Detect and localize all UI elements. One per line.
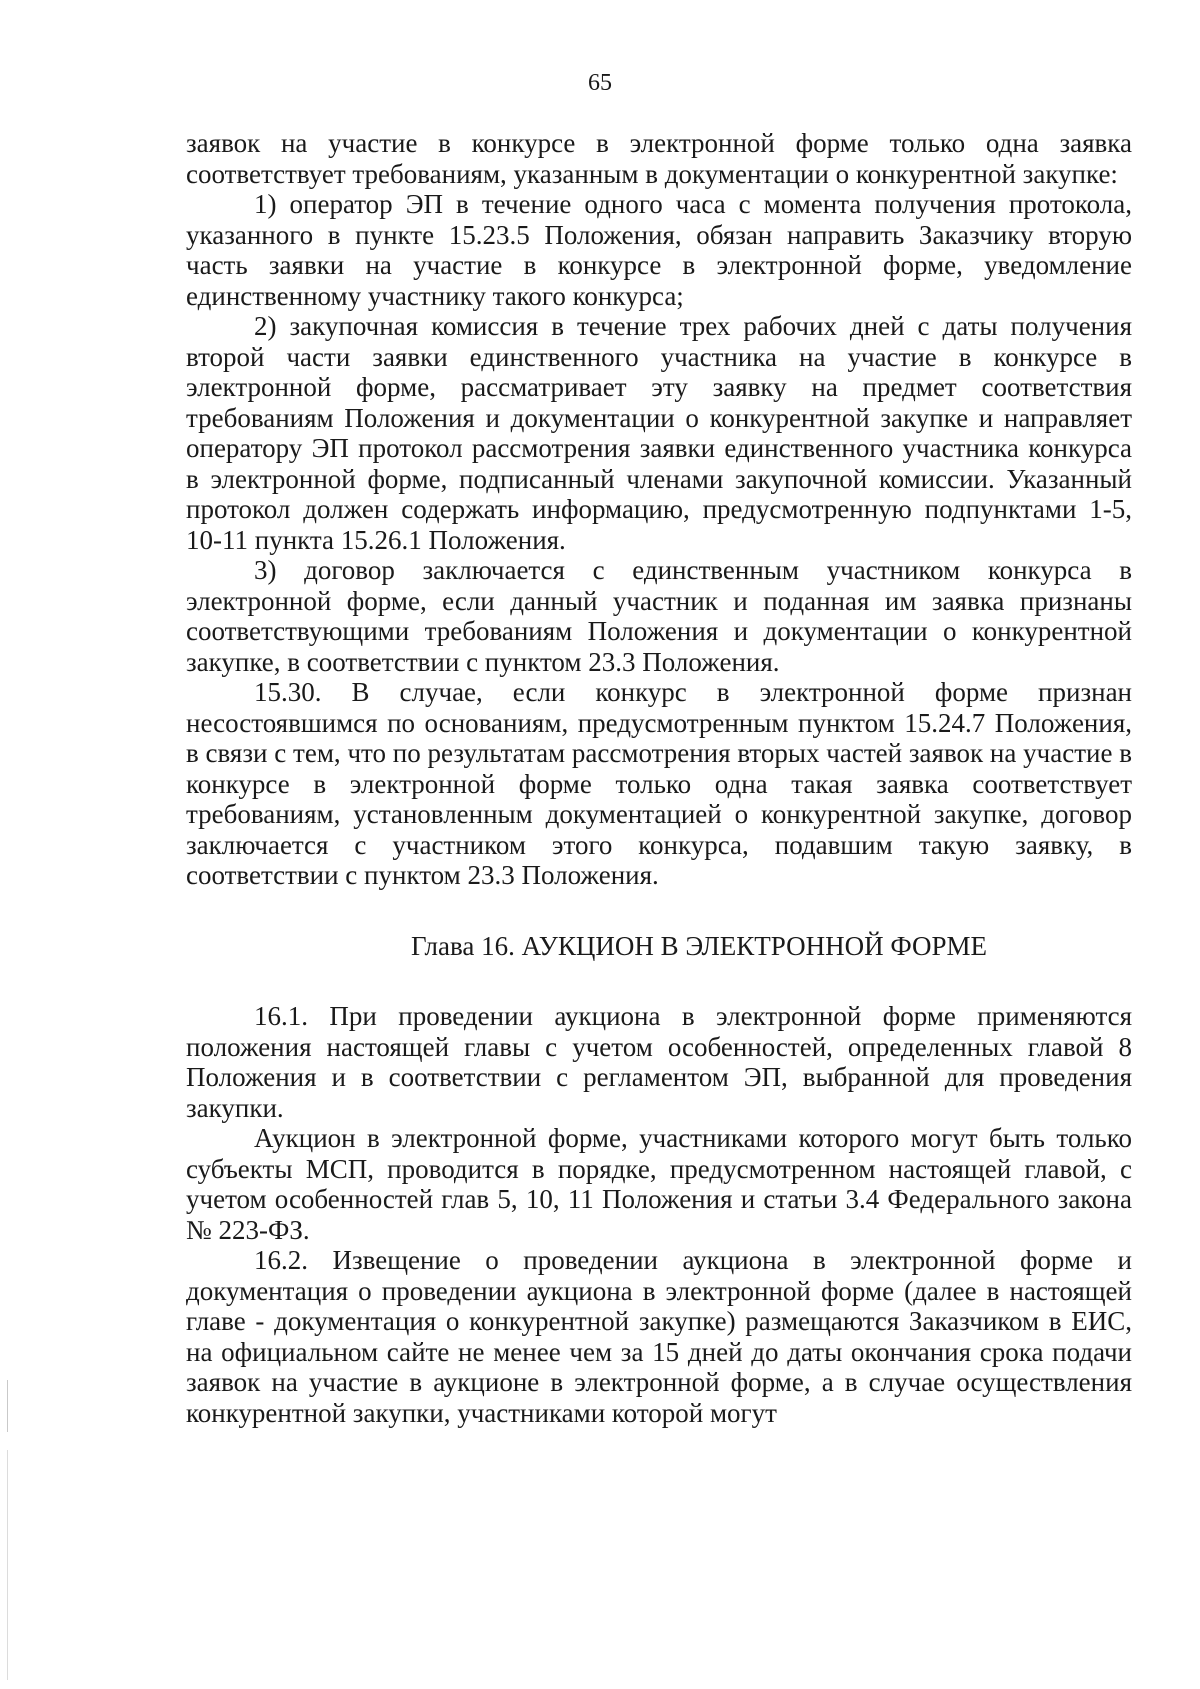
paragraph-msp-auction: Аукцион в электронной форме, участниками которого могут быть только субъекты МСП, проводится в порядке, предусмотренном настоящей главой, с учетом особенностей глав 5, 10, 11 Положения и статьи 3.4 Федерального закона № 223-ФЗ. (186, 1123, 1132, 1245)
list-item-1: 1) оператор ЭП в течение одного часа с момента получения протокола, указанного в пункте 15.23.5 Положения, обязан направить Заказчику вторую часть заявки на участие в конкурсе в электронной форме, уведомление единственному участнику такого конкурса; (186, 189, 1132, 311)
chapter-heading: Глава 16. АУКЦИОН В ЭЛЕКТРОННОЙ ФОРМЕ (410, 930, 988, 961)
paragraph-16-1: 16.1. При проведении аукциона в электронной форме применяются положения настоящей главы с учетом особенностей, определенных главой 8 Положения и в соответствии с регламентом ЭП, выбранной для проведения закупки. (186, 1001, 1132, 1123)
paragraph-15-30: 15.30. В случае, если конкурс в электронной форме признан несостоявшимся по основаниям, предусмотренным пунктом 15.24.7 Положения, в связи с тем, что по результатам рассмотрения вторых частей заявок на участие в конкурсе в электронной форме только одна такая заявка соответствует требованиям, установленным документацией о конкурентной закупке, договор заключается с участником этого конкурса, подавшим такую заявку, в соответствии с пунктом 23.3 Положения. (186, 677, 1132, 890)
paragraph-16-2: 16.2. Извещение о проведении аукциона в электронной форме и документация о проведении аукциона в электронной форме (далее в настоящей главе - документация о конкурентной закупке) размещаются Заказчиком в ЕИС, на официальном сайте не менее чем за 15 дней до даты окончания срока подачи заявок на участие в аукционе в электронной форме, а в случае осуществления конкурентной закупки, участниками которой могут (186, 1245, 1132, 1428)
scan-edge-mark (7, 1380, 8, 1432)
list-item-3: 3) договор заключается с единственным участником конкурса в электронной форме, если данный участник и поданная им заявка признаны соответствующими требованиям Положения и документации о конкурентной закупке, в соответствии с пунктом 23.3 Положения. (186, 555, 1132, 677)
document-body (186, 128, 1132, 1428)
scan-edge-mark (7, 1450, 8, 1680)
list-item-2: 2) закупочная комиссия в течение трех рабочих дней с даты получения второй части заявки единственного участника на участие в конкурсе в электронной форме, рассматривает эту заявку на предмет соответствия требованиям Положения и документации о конкурентной закупке и направляет оператору ЭП протокол рассмотрения заявки единственного участника конкурса в электронной форме, подписанный членами закупочной комиссии. Указанный протокол должен содержать информацию, предусмотренную подпунктами 1-5, 10-11 пункта 15.26.1 Положения. (186, 311, 1132, 555)
page-number: 65 (588, 70, 612, 96)
paragraph-continuation: заявок на участие в конкурсе в электронной форме только одна заявка соответствует требованиям, указанным в документации о конкурентной закупке: (186, 128, 1132, 189)
